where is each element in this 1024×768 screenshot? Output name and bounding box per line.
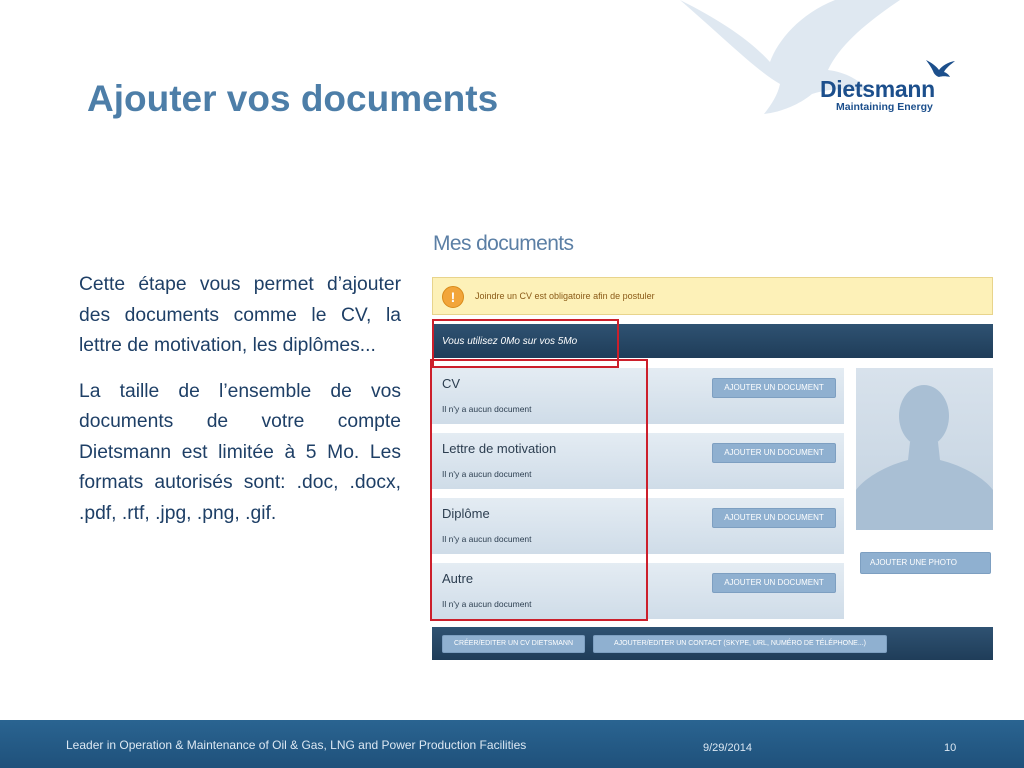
document-status: Il n'y a aucun document [442, 404, 532, 414]
profile-photo-placeholder [856, 368, 993, 530]
documents-highlight-box [430, 359, 648, 621]
add-lettre-de-motivation-button[interactable]: AJOUTER UN DOCUMENT [712, 443, 836, 463]
create-edit-cv-button[interactable]: CRÉER/EDITER UN CV DIETSMANN [442, 635, 585, 653]
paragraph-intro: Cette étape vous permet d’ajouter des documents comme le CV, la lettre de motivation, les diplômes... [79, 274, 401, 356]
warning-icon: ! [442, 286, 464, 308]
slide-title: Ajouter vos documents [87, 78, 499, 119]
paragraph-size-limit: La taille de l’ensemble de vos documents de votre compte Dietsmann est limitée à 5 Mo. Les formats autorisés sont: .doc, .docx, .pdf, .rtf, .jpg, .png, .gif. [79, 380, 401, 524]
add-autre-button[interactable]: AJOUTER UN DOCUMENT [712, 573, 836, 593]
dietsmann-logo [818, 56, 968, 120]
document-title: Lettre de motivation [442, 441, 557, 456]
document-title: Diplôme [442, 506, 490, 521]
add-cv-button[interactable]: AJOUTER UN DOCUMENT [712, 378, 836, 398]
footer-date: 9/29/2014 [703, 742, 752, 754]
add-photo-button[interactable]: AJOUTER UNE PHOTO [860, 552, 991, 574]
page-number: 10 [944, 742, 957, 754]
logo-name: Dietsmann [820, 76, 935, 102]
body-text [79, 270, 401, 544]
document-status: Il n'y a aucun document [442, 599, 532, 609]
mes-documents-heading: Mes documents [433, 232, 574, 255]
storage-usage-text: Vous utilisez 0Mo sur vos 5Mo [442, 336, 578, 347]
add-edit-contact-button[interactable]: AJOUTER/EDITER UN CONTACT (SKYPE, URL, NUMÉRO DE TÉLÉPHONE...) [593, 635, 887, 653]
document-title: Autre [442, 571, 474, 586]
user-silhouette-icon [856, 368, 993, 530]
document-status: Il n'y a aucun document [442, 469, 532, 479]
mes-documents-screenshot [432, 228, 993, 660]
document-status: Il n'y a aucun document [442, 534, 532, 544]
add-diplome-button[interactable]: AJOUTER UN DOCUMENT [712, 508, 836, 528]
cv-required-notice [432, 277, 993, 315]
slide-footer [0, 720, 1024, 768]
bottom-action-bar [432, 627, 993, 660]
notice-text: Joindre un CV est obligatoire afin de postuler [475, 291, 655, 301]
footer-tagline: Leader in Operation & Maintenance of Oil & Gas, LNG and Power Production Facilities [66, 738, 527, 752]
logo-tagline: Maintaining Energy [836, 101, 933, 113]
document-title: CV [442, 376, 461, 391]
